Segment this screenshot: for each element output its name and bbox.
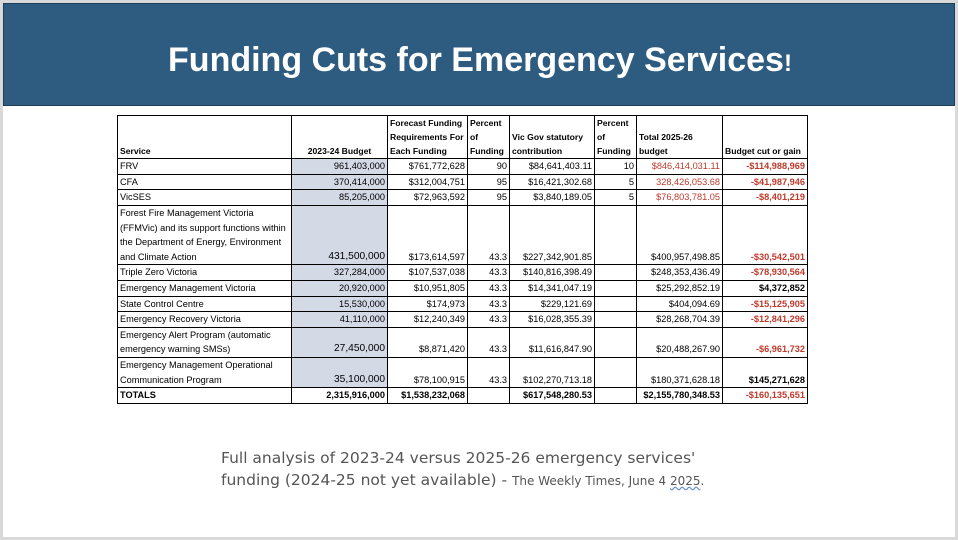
cell-percent-2 (595, 281, 637, 297)
cell-percent-2 (595, 206, 637, 265)
cell-forecast: $107,537,038 (388, 265, 468, 281)
cell-forecast: $72,963,592 (388, 190, 468, 206)
cell-total-2025-26: $76,803,781.05 (637, 190, 723, 206)
header-percent-2: Percent of Funding (595, 116, 637, 159)
caption-source-text: The Weekly Times, June 4 (512, 474, 667, 488)
cell-percent-2 (595, 312, 637, 328)
caption (221, 447, 781, 492)
cell-budget-2023-24: 15,530,000 (292, 296, 388, 312)
cell-service: CFA (118, 174, 292, 190)
cell-forecast: $761,772,628 (388, 159, 468, 175)
cell-percent-1: 90 (468, 159, 510, 175)
cell-service: State Control Centre (118, 296, 292, 312)
cell-percent-1: 43.3 (468, 358, 510, 388)
totals-budget-2023-24: 2,315,916,000 (292, 388, 388, 404)
table-row (118, 281, 808, 297)
totals-forecast: $1,538,232,068 (388, 388, 468, 404)
caption-line-2: funding (2024-25 not yet available) - (221, 471, 508, 489)
cell-budget-cut: -$12,841,296 (723, 312, 808, 328)
cell-percent-2: 5 (595, 190, 637, 206)
cell-percent-1: 43.3 (468, 296, 510, 312)
cell-forecast: $12,240,349 (388, 312, 468, 328)
cell-percent-2 (595, 296, 637, 312)
cell-total-2025-26: $248,353,436.49 (637, 265, 723, 281)
table-row (118, 312, 808, 328)
cell-vic-gov: $16,421,302.68 (510, 174, 595, 190)
cell-service: Emergency Recovery Victoria (118, 312, 292, 328)
slide-title (4, 40, 955, 84)
cell-budget-2023-24: 41,110,000 (292, 312, 388, 328)
caption-source-year: 2025 (670, 474, 701, 488)
cell-service: VicSES (118, 190, 292, 206)
totals-total-2025-26: $2,155,780,348.53 (637, 388, 723, 404)
totals-vic-gov: $617,548,280.53 (510, 388, 595, 404)
cell-percent-2: 10 (595, 159, 637, 175)
cell-vic-gov: $84,641,403.11 (510, 159, 595, 175)
cell-budget-2023-24: 20,920,000 (292, 281, 388, 297)
cell-total-2025-26: $846,414,031.11 (637, 159, 723, 175)
totals-percent-1 (468, 388, 510, 404)
table-row (118, 327, 808, 357)
cell-budget-cut: $145,271,628 (723, 358, 808, 388)
table-row (118, 296, 808, 312)
cell-vic-gov: $11,616,847.90 (510, 327, 595, 357)
cell-budget-2023-24: 35,100,000 (292, 358, 388, 388)
cell-forecast: $8,871,420 (388, 327, 468, 357)
cell-percent-2 (595, 265, 637, 281)
table-row (118, 174, 808, 190)
cell-budget-2023-24: 327,284,000 (292, 265, 388, 281)
cell-budget-2023-24: 431,500,000 (292, 206, 388, 265)
cell-budget-2023-24: 27,450,000 (292, 327, 388, 357)
cell-budget-cut: -$6,961,732 (723, 327, 808, 357)
cell-vic-gov: $140,816,398.49 (510, 265, 595, 281)
cell-percent-1: 43.3 (468, 312, 510, 328)
table-header-row (118, 116, 808, 159)
cell-vic-gov: $14,341,047.19 (510, 281, 595, 297)
totals-service: TOTALS (118, 388, 292, 404)
cell-budget-cut: -$78,930,564 (723, 265, 808, 281)
cell-percent-2: 5 (595, 174, 637, 190)
cell-forecast: $174,973 (388, 296, 468, 312)
cell-total-2025-26: $180,371,628.18 (637, 358, 723, 388)
cell-service: Forest Fire Management Victoria (FFMVic) and its support functions within the Department of Energy, Environment and Climate Action (118, 206, 292, 265)
cell-budget-cut: -$15,125,905 (723, 296, 808, 312)
totals-row (118, 388, 808, 404)
cell-forecast: $312,004,751 (388, 174, 468, 190)
cell-percent-1: 43.3 (468, 327, 510, 357)
slide-title-text: Funding Cuts for Emergency Services (168, 41, 784, 79)
cell-vic-gov: $16,028,355.39 (510, 312, 595, 328)
cell-total-2025-26: 328,426,053.68 (637, 174, 723, 190)
cell-budget-cut: -$114,988,969 (723, 159, 808, 175)
cell-total-2025-26: $20,488,267.90 (637, 327, 723, 357)
cell-service: Emergency Management Victoria (118, 281, 292, 297)
cell-percent-2 (595, 358, 637, 388)
cell-percent-1: 95 (468, 174, 510, 190)
header-budget-2023-24: 2023-24 Budget (292, 116, 388, 159)
cell-budget-cut: -$8,401,219 (723, 190, 808, 206)
cell-budget-cut: -$30,542,501 (723, 206, 808, 265)
cell-forecast: $10,951,805 (388, 281, 468, 297)
totals-percent-2 (595, 388, 637, 404)
header-service: Service (118, 116, 292, 159)
cell-budget-2023-24: 961,403,000 (292, 159, 388, 175)
cell-budget-2023-24: 85,205,000 (292, 190, 388, 206)
cell-percent-1: 43.3 (468, 206, 510, 265)
header-total-2025-26: Total 2025-26 budget (637, 116, 723, 159)
cell-percent-2 (595, 327, 637, 357)
table-row (118, 206, 808, 265)
totals-budget-cut: -$160,135,651 (723, 388, 808, 404)
funding-table-container (117, 115, 807, 404)
cell-total-2025-26: $404,094.69 (637, 296, 723, 312)
cell-percent-1: 43.3 (468, 281, 510, 297)
cell-vic-gov: $102,270,713.18 (510, 358, 595, 388)
table-row (118, 159, 808, 175)
cell-vic-gov: $227,342,901.85 (510, 206, 595, 265)
cell-budget-cut: $4,372,852 (723, 281, 808, 297)
cell-service: Emergency Management Operational Communication Program (118, 358, 292, 388)
cell-percent-1: 43.3 (468, 265, 510, 281)
funding-table (117, 115, 808, 404)
caption-source-end: . (700, 474, 705, 488)
title-banner (3, 3, 955, 106)
cell-service: Emergency Alert Program (automatic emergency warning SMSs) (118, 327, 292, 357)
cell-service: FRV (118, 159, 292, 175)
table-row (118, 358, 808, 388)
cell-forecast: $78,100,915 (388, 358, 468, 388)
cell-budget-2023-24: 370,414,000 (292, 174, 388, 190)
caption-source (512, 474, 704, 488)
cell-total-2025-26: $25,292,852.19 (637, 281, 723, 297)
cell-percent-1: 95 (468, 190, 510, 206)
table-row (118, 190, 808, 206)
header-vic-gov: Vic Gov statutory contribution (510, 116, 595, 159)
header-percent-1: Percent of Funding (468, 116, 510, 159)
cell-total-2025-26: $400,957,498.85 (637, 206, 723, 265)
slide-title-exclamation: ! (783, 50, 792, 77)
cell-service: Triple Zero Victoria (118, 265, 292, 281)
caption-line-1: Full analysis of 2023-24 versus 2025-26 emergency services' (221, 449, 696, 467)
header-forecast: Forecast Funding Requirements For Each Funding (388, 116, 468, 159)
cell-budget-cut: -$41,987,946 (723, 174, 808, 190)
cell-total-2025-26: $28,268,704.39 (637, 312, 723, 328)
cell-forecast: $173,614,597 (388, 206, 468, 265)
header-budget-cut: Budget cut or gain (723, 116, 808, 159)
cell-vic-gov: $3,840,189.05 (510, 190, 595, 206)
cell-vic-gov: $229,121.69 (510, 296, 595, 312)
slide (3, 3, 955, 537)
table-row (118, 265, 808, 281)
